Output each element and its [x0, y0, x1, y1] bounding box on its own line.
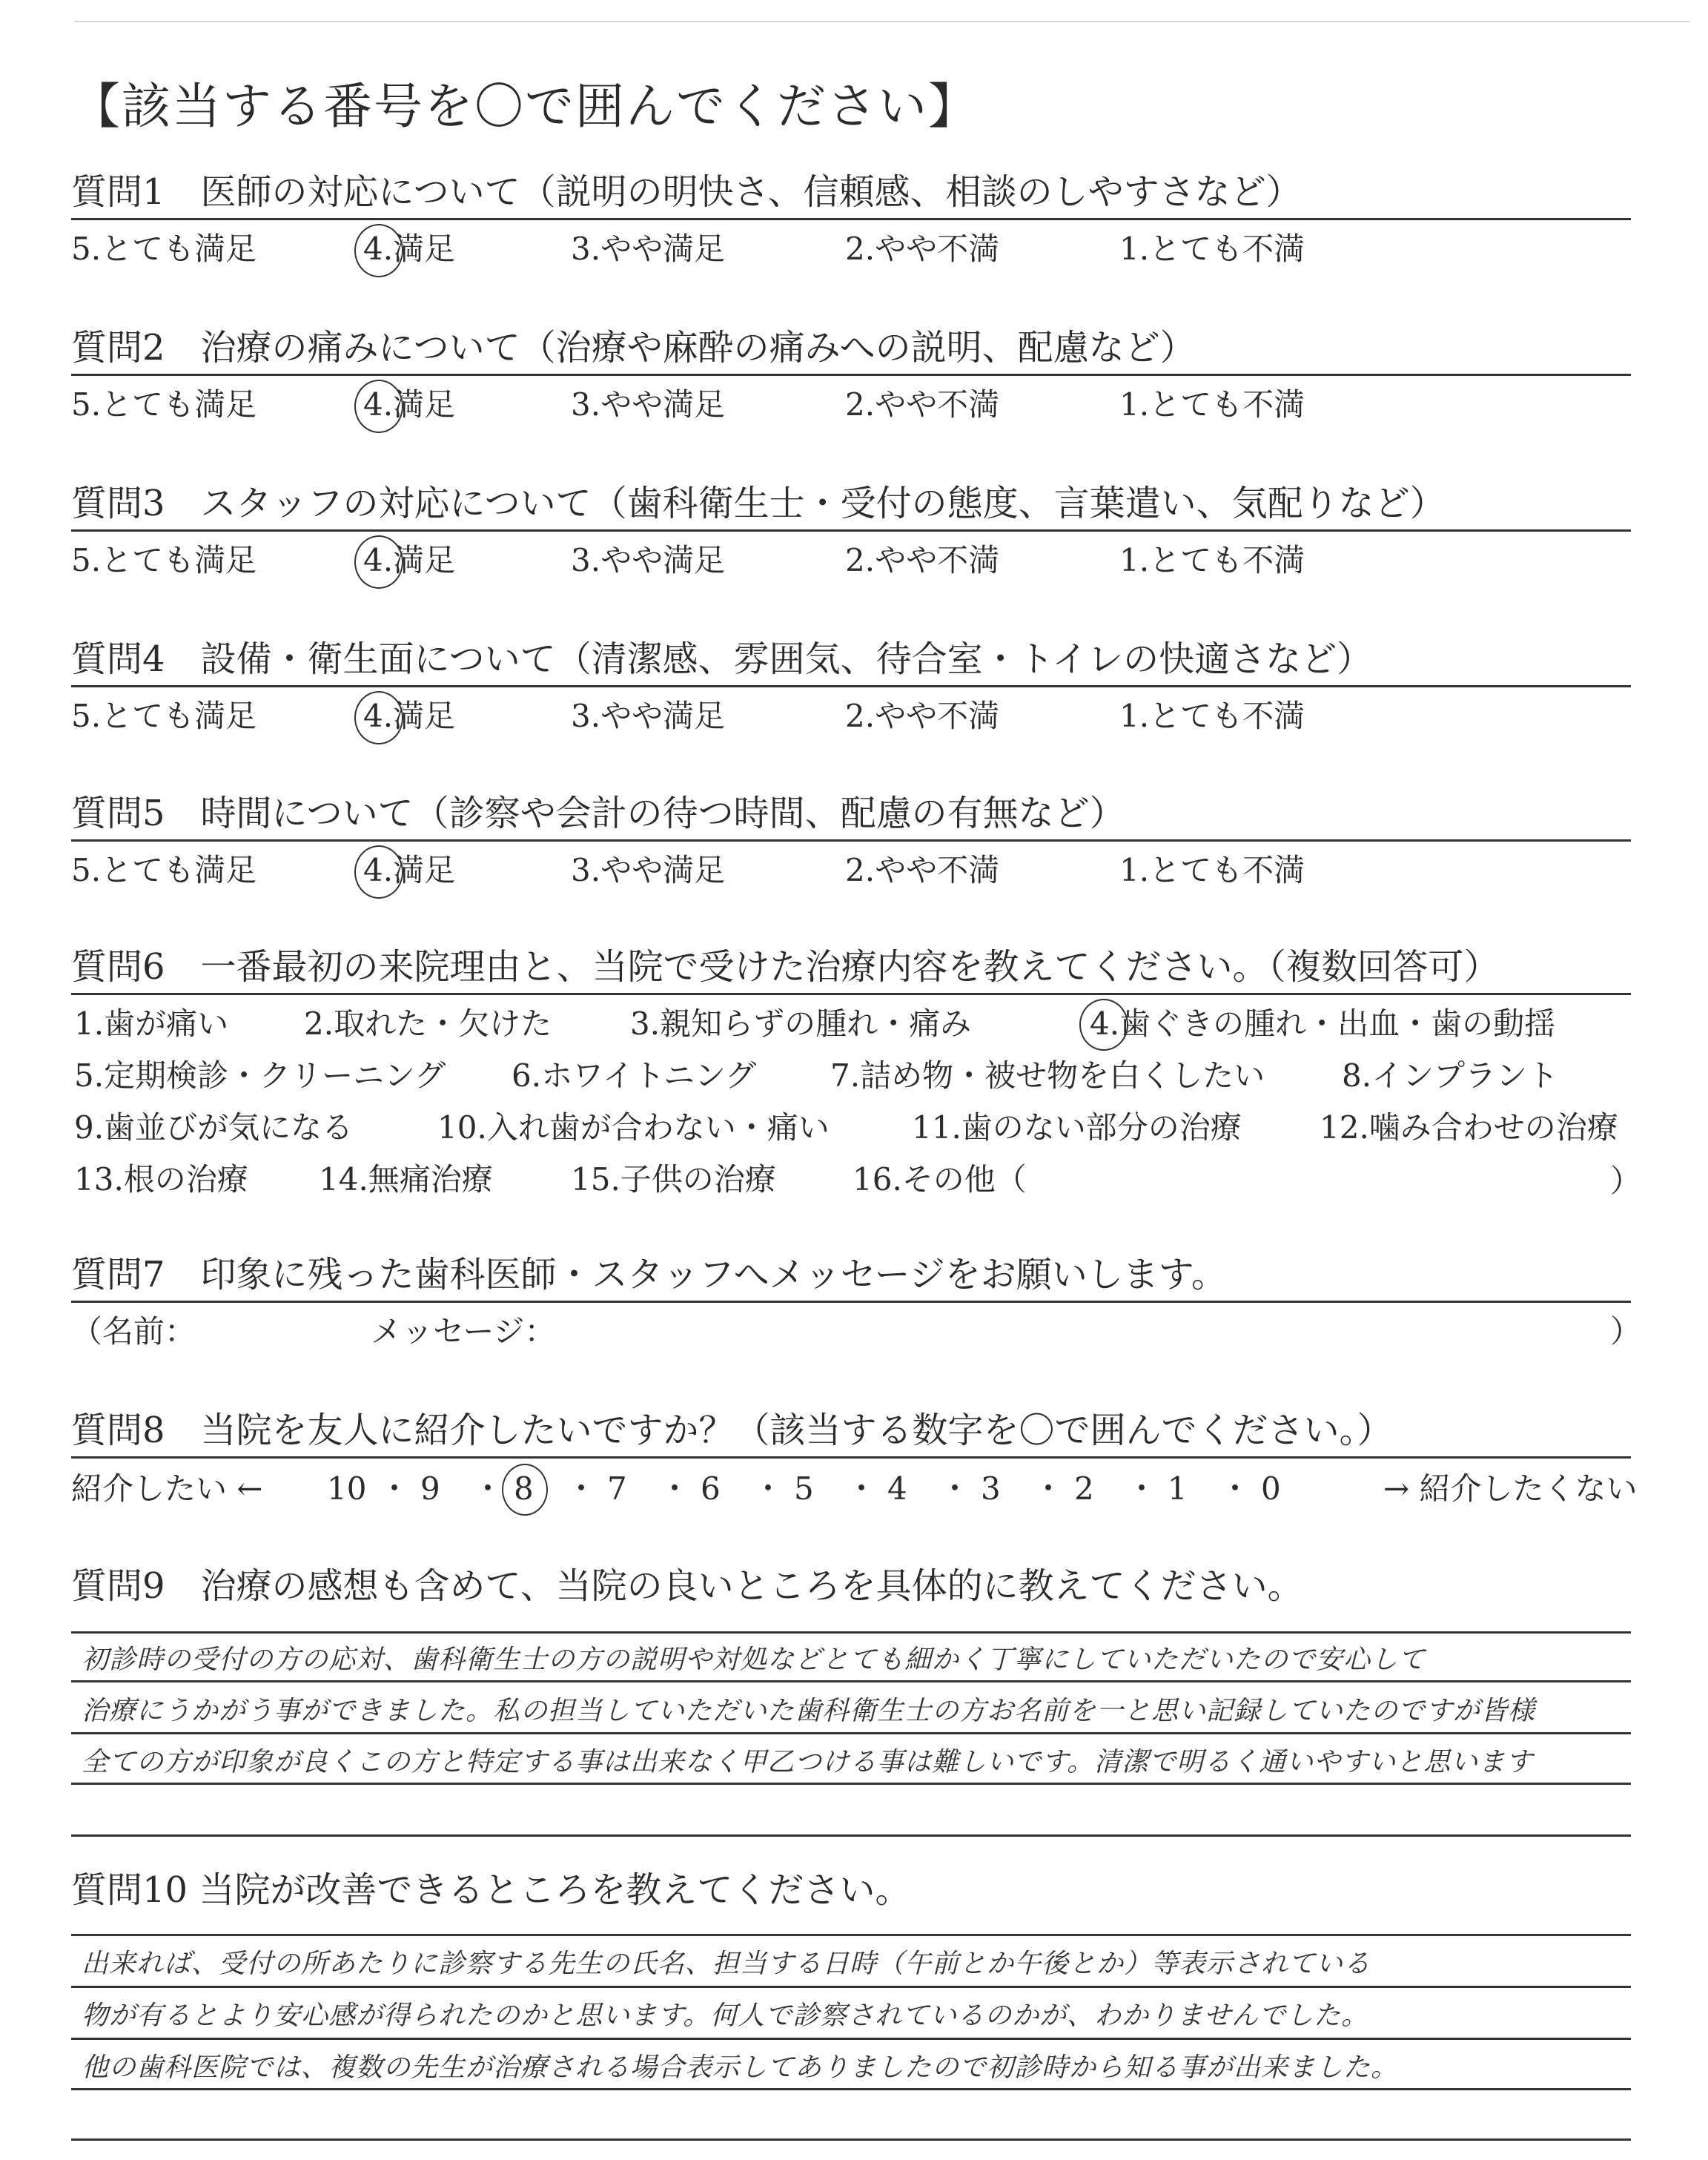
scale-number[interactable]: 8 — [514, 1470, 534, 1507]
q6-option[interactable]: 16.その他（ — [853, 1161, 1027, 1198]
scale-number[interactable]: 0 — [1261, 1470, 1281, 1507]
q1-selection-circle — [354, 224, 403, 277]
scale-number[interactable]: 4 — [887, 1470, 907, 1507]
answer-line — [71, 1986, 1631, 1988]
question-3-heading: 質問3 スタッフの対応について（歯科衛生士・受付の態度、言葉遣い、気配りなど） — [71, 482, 1631, 532]
q3-selection-circle — [354, 535, 403, 589]
q6-selection-circle — [1079, 999, 1128, 1051]
scale-separator: ・ — [659, 1470, 691, 1507]
scale-separator: ・ — [1219, 1470, 1251, 1507]
question-6-heading: 質問6 一番最初の来院理由と、当院で受けた治療内容を教えてください。（複数回答可） — [71, 945, 1631, 995]
q1-rating-option[interactable]: 4.満足 — [363, 231, 456, 267]
q1-rating-option[interactable]: 5.とても満足 — [71, 231, 257, 267]
q6-option[interactable]: 3.親知らずの腫れ・痛み — [630, 1005, 972, 1042]
q10-answer-line-1: 出来れば、受付の所あたりに診察する先生の氏名、担当する日時（午前とか午後とか）等表示されている — [82, 1949, 1371, 1979]
scale-separator: ・ — [379, 1470, 411, 1507]
q6-option[interactable]: 9.歯並びが気になる — [74, 1109, 354, 1146]
scale-number[interactable]: 6 — [701, 1470, 721, 1507]
answer-line — [71, 1783, 1631, 1785]
answer-line — [71, 2088, 1631, 2090]
scale-left-label: 紹介したい ← — [71, 1470, 263, 1507]
q2-rating-option[interactable]: 3.やや満足 — [571, 386, 726, 423]
scale-number[interactable]: 3 — [981, 1470, 1001, 1507]
scale-separator: ・ — [752, 1470, 784, 1507]
question-4-heading: 質問4 設備・衛生面について（清潔感、雰囲気、待合室・トイレの快適さなど） — [71, 638, 1631, 687]
q6-option[interactable]: 5.定期検診・クリーニング — [74, 1057, 446, 1094]
q2-selection-circle — [354, 380, 403, 433]
q5-rating-option[interactable]: 1.とても不満 — [1119, 852, 1305, 888]
q6-option[interactable]: 13.根の治療 — [74, 1161, 248, 1198]
q4-rating-option[interactable]: 5.とても満足 — [71, 698, 257, 734]
q6-option[interactable]: 8.インプラント — [1342, 1057, 1559, 1094]
q3-rating-option[interactable]: 4.満足 — [363, 542, 456, 578]
answer-line — [71, 1834, 1631, 1837]
q10-answer-line-3: 他の歯科医院では、複数の先生が治療される場合表示してありましたので初診時から知る事が出来ました。 — [82, 2052, 1399, 2083]
message-field-close: ） — [1610, 1313, 1642, 1350]
q6-option[interactable]: 1.歯が痛い — [74, 1005, 229, 1042]
question-1-heading: 質問1 医師の対応について（説明の明快さ、信頼感、相談のしやすさなど） — [71, 171, 1631, 220]
q6-option[interactable]: 6.ホワイトニング — [512, 1057, 757, 1094]
q9-answer-line-3: 全ての方が印象が良くこの方と特定する事は出来なく甲乙つける事は難しいです。清潔で明るく通いやすいと思います — [82, 1747, 1534, 1777]
q4-rating-option[interactable]: 4.満足 — [363, 698, 456, 734]
q3-rating-option[interactable]: 1.とても不満 — [1119, 542, 1305, 578]
q10-answer-line-2: 物が有るとより安心感が得られたのかと思います。何人で診察されているのかが、わかりませんでした。 — [82, 2001, 1369, 2031]
q4-rating-option[interactable]: 2.やや不満 — [845, 698, 1000, 734]
q1-rating-option[interactable]: 2.やや不満 — [845, 231, 1000, 267]
answer-line — [71, 1732, 1631, 1734]
q5-selection-circle — [354, 845, 403, 899]
scale-number[interactable]: 5 — [794, 1470, 814, 1507]
q5-rating-option[interactable]: 5.とても満足 — [71, 852, 257, 888]
q6-option[interactable]: 15.子供の治療 — [571, 1161, 776, 1198]
q3-rating-option[interactable]: 5.とても満足 — [71, 542, 257, 578]
question-5-heading: 質問5 時間について（診察や会計の待つ時間、配慮の有無など） — [71, 792, 1631, 842]
scale-separator: ・ — [1033, 1470, 1065, 1507]
question-10-heading: 質問10 当院が改善できるところを教えてください。 — [71, 1869, 911, 1911]
q8-selection-circle — [502, 1464, 548, 1516]
scale-separator: ・ — [939, 1470, 971, 1507]
scale-number[interactable]: 1 — [1168, 1470, 1188, 1507]
question-9-heading: 質問9 治療の感想も含めて、当院の良いところを具体的に教えてください。 — [71, 1565, 1303, 1607]
q9-answer-line-2: 治療にうかがう事ができました。私の担当していただいた歯科衛生士の方お名前を一と思い記録していたのですが皆様 — [82, 1696, 1536, 1726]
scale-number[interactable]: 7 — [607, 1470, 627, 1507]
answer-line — [71, 2138, 1631, 2141]
q5-rating-option[interactable]: 2.やや不満 — [845, 852, 1000, 888]
scale-separator: ・ — [846, 1470, 878, 1507]
q2-rating-option[interactable]: 1.とても不満 — [1119, 386, 1305, 423]
question-2-heading: 質問2 治療の痛みについて（治療や麻酔の痛みへの説明、配慮など） — [71, 326, 1631, 376]
scale-number[interactable]: 2 — [1074, 1470, 1094, 1507]
q6-option[interactable]: 12.噛み合わせの治療 — [1320, 1109, 1618, 1146]
page-title: 【該当する番号を〇で囲んでください】 — [71, 78, 979, 135]
q6-option[interactable]: 4.歯ぐきの腫れ・出血・歯の動揺 — [1090, 1005, 1556, 1042]
scale-separator: ・ — [566, 1470, 598, 1507]
scale-separator: ・ — [1126, 1470, 1158, 1507]
q3-rating-option[interactable]: 2.やや不満 — [845, 542, 1000, 578]
q6-option[interactable]: 2.取れた・欠けた — [304, 1005, 552, 1042]
q2-rating-option[interactable]: 4.満足 — [363, 386, 456, 423]
scale-number[interactable]: 9 — [420, 1470, 440, 1507]
q5-rating-option[interactable]: 4.満足 — [363, 852, 456, 888]
question-7-heading: 質問7 印象に残った歯科医師・スタッフへメッセージをお願いします。 — [71, 1253, 1631, 1303]
q5-rating-option[interactable]: 3.やや満足 — [571, 852, 726, 888]
q1-rating-option[interactable]: 1.とても不満 — [1119, 231, 1305, 267]
q3-rating-option[interactable]: 3.やや満足 — [571, 542, 726, 578]
q1-rating-option[interactable]: 3.やや満足 — [571, 231, 726, 267]
q9-answer-line-1: 初診時の受付の方の応対、歯科衛生士の方の説明や対処などとても細かく丁寧にしていただいたので安心して — [82, 1645, 1426, 1675]
q6-option[interactable]: 14.無痛治療 — [319, 1161, 493, 1198]
name-field-label: （名前： — [71, 1313, 196, 1350]
answer-line — [71, 1934, 1631, 1936]
answer-line — [71, 1680, 1631, 1682]
answer-line — [71, 1631, 1631, 1634]
q4-rating-option[interactable]: 3.やや満足 — [571, 698, 726, 734]
scale-right-label: → 紹介したくない — [1383, 1470, 1638, 1507]
q6-option[interactable]: 11.歯のない部分の治療 — [912, 1109, 1242, 1146]
question-8-heading: 質問8 当院を友人に紹介したいですか？（該当する数字を〇で囲んでください。） — [71, 1409, 1631, 1459]
q2-rating-option[interactable]: 5.とても満足 — [71, 386, 257, 423]
scale-separator: ・ — [472, 1470, 504, 1507]
q6-option[interactable]: 7.詰め物・被せ物を白くしたい — [830, 1057, 1265, 1094]
q4-rating-option[interactable]: 1.とても不満 — [1119, 698, 1305, 734]
other-paren-close: ） — [1610, 1163, 1642, 1199]
q4-selection-circle — [354, 691, 403, 744]
scale-number[interactable]: 10 — [327, 1470, 367, 1507]
answer-line — [71, 2038, 1631, 2040]
message-field-label: メッセージ： — [371, 1313, 556, 1350]
recommend-scale — [71, 1470, 1638, 1511]
q2-rating-option[interactable]: 2.やや不満 — [845, 386, 1000, 423]
q6-option[interactable]: 10.入れ歯が合わない・痛い — [437, 1109, 830, 1146]
